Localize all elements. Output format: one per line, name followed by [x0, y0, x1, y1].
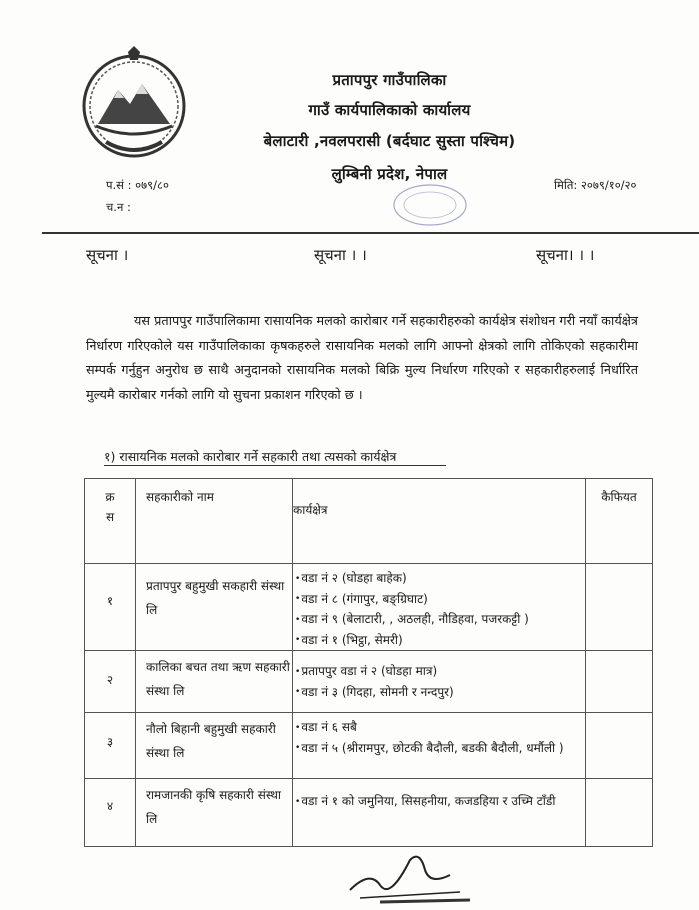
row-sn: २: [85, 651, 136, 713]
area-item: • वडा नं ३ (गिदहा, सोमनी र नन्दपुर): [293, 682, 585, 703]
dispatch-number: च.न :: [106, 200, 131, 214]
row-remarks: [586, 651, 653, 713]
header-remarks: कैफियत: [586, 479, 653, 564]
row-remarks: [586, 713, 653, 779]
row-areas: [293, 564, 586, 651]
letter-date: मिति: २०७९/१०/२०: [554, 178, 637, 192]
office-stamp-icon: [390, 180, 470, 230]
row-name: प्रतापपुर बहुमुखी सकहारी संस्था लि: [136, 564, 293, 651]
notice-label-center: सूचना । ।: [314, 246, 367, 264]
area-item: • वडा नं १ को जमुनिया, सिसहनीया, कजडहिया र उच्मि टाँडी: [293, 791, 585, 812]
row-remarks: [586, 779, 653, 847]
row-name: कालिका बचत तथा ऋण सहकारी संस्था लि: [136, 651, 293, 713]
notice-body: यस प्रतापपुर गाउँपालिकामा रासायनिक मलको कारोबार गर्ने सहकारीहरुको कार्यक्षेत्र संशोधन गरी नयाँ कार्यक्षेत्र निर्धारण गरिएकोले यस गाउँपालिकाका कृषकहरुले रासायनिक मलको लागि आफ्नो क्षेत्रको लागि तोकिएको सहकारीमा सम्पर्क गर्नुहुन अनुरोध छ साथै अनुदानको रासायनिक मलको बिक्रि मुल्य निर्धारण गरिएको र सहकारीहरुलाई निर्धारित मुल्यमै कारोबार गर्नको लागि यो सुचना प्रकाशन गरिएको छ ।: [86, 314, 638, 403]
area-item: • वडा नं ६ सबै: [293, 717, 585, 738]
area-item: • प्रतापपुर वडा नं २ (घोडहा मात्र): [293, 661, 585, 682]
notice-label-left: सूचना ।: [86, 246, 129, 264]
table-header-row: [85, 479, 653, 564]
notice-label-right: सूचना। । ।: [536, 246, 595, 264]
row-areas: [293, 713, 586, 779]
header-divider: [42, 232, 699, 234]
row-sn: ३: [85, 713, 136, 779]
area-item: • वडा नं ९ (बेलाटारी, , अठलही, नौडिहवा, पजरकट्टी ): [293, 609, 585, 630]
row-remarks: [586, 564, 653, 651]
reference-number: प.सं : ०७९/८०: [106, 178, 169, 192]
header-name: सहकारीको नाम: [136, 479, 293, 564]
table-row: [85, 564, 653, 651]
row-sn: ४: [85, 779, 136, 847]
header-municipality: प्रतापपुर गाउँपालिका: [332, 71, 447, 89]
area-item: • वडा नं १ (भिट्ठा, सेमरी): [293, 630, 585, 651]
table-row: [85, 779, 653, 847]
section-title-underline: [104, 465, 446, 466]
area-item: • वडा नं ८ (गंगापुर, बङ्ग्रिघाट): [293, 589, 585, 610]
row-sn: १: [85, 564, 136, 651]
header-office: गाउँ कार्यपालिकाको कार्यालय: [308, 101, 471, 119]
section-title: १) रासायनिक मलको कारोबार गर्ने सहकारी तथा त्यसको कार्यक्षेत्र: [104, 449, 397, 464]
table-row: [85, 713, 653, 779]
header-sn: क्र स: [85, 479, 136, 564]
header-address: बेलाटारी ,नवलपरासी (बर्दघाट सुस्ता पश्चिम): [263, 132, 516, 150]
header-area: कार्यक्षेत्र: [293, 479, 586, 564]
area-item: • वडा नं २ (घोडहा बाहेक): [293, 568, 585, 589]
row-areas: [293, 651, 586, 713]
cooperatives-table: [84, 478, 653, 847]
row-name: नौलो बिहानी बहुमुखी सहकारी संस्था लि: [136, 713, 293, 779]
header-province: लुम्बिनी प्रदेश, नेपाल: [331, 165, 448, 183]
area-item: • वडा नं ५ (श्रीरामपुर, छोटकी बैदौली, बडकी बैदौली, धर्मौली ): [293, 738, 585, 759]
signature-icon: [340, 840, 480, 910]
row-areas: [293, 779, 586, 847]
row-name: रामजानकी कृषि सहकारी संस्था लि: [136, 779, 293, 847]
table-row: [85, 651, 653, 713]
